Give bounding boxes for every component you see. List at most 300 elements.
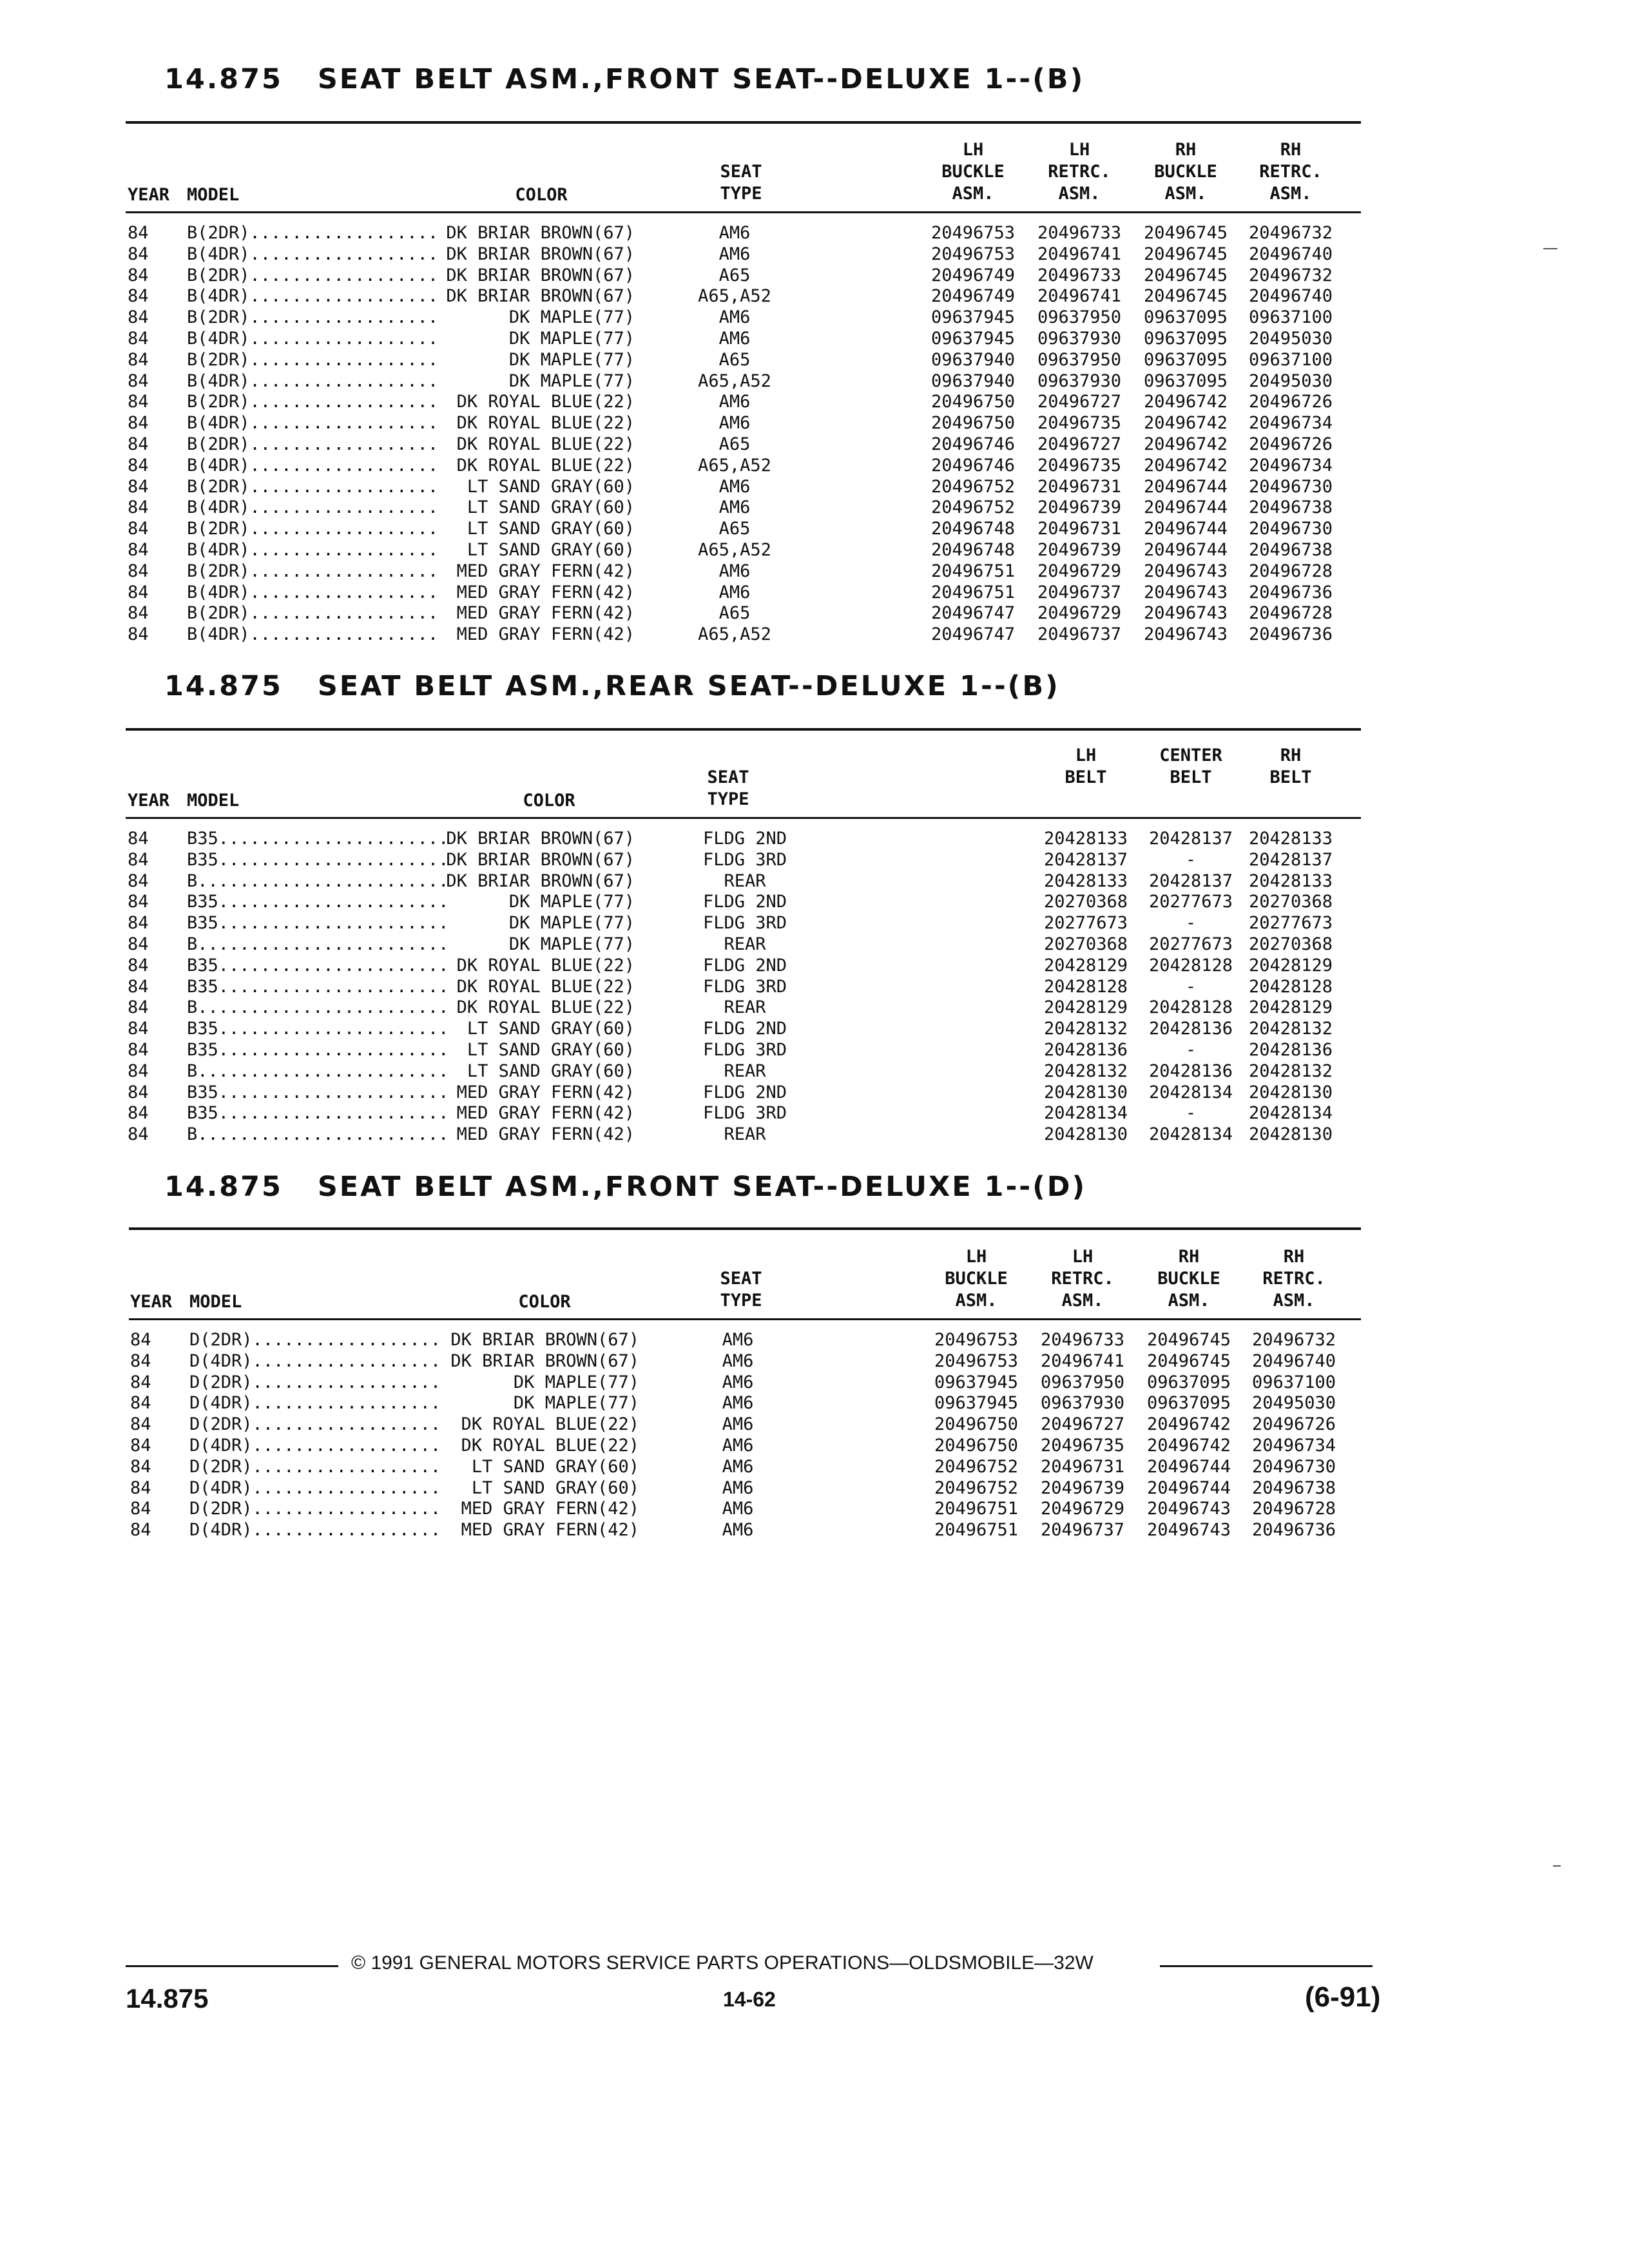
seat-type-cell: AM6 xyxy=(722,1435,754,1456)
seat-type-cell: AM6 xyxy=(722,1330,754,1350)
part-number-cell: 20496731 xyxy=(1037,519,1122,539)
model-cell: B35...................... xyxy=(187,1019,449,1039)
table-row xyxy=(0,456,1629,477)
table-row xyxy=(0,1393,1629,1414)
table-row xyxy=(0,371,1629,392)
year-cell: 84 xyxy=(128,455,149,476)
seat-type-cell: FLDG 3RD xyxy=(702,913,787,934)
color-cell: DK BRIAR BROWN(67) xyxy=(446,265,635,285)
year-cell: 84 xyxy=(128,1019,149,1039)
part-number-cell: 20277673 xyxy=(1248,913,1333,934)
part-number-cell: 20428133 xyxy=(1043,870,1128,891)
table-row xyxy=(0,434,1629,456)
seat-type-cell: A65,A52 xyxy=(698,370,771,391)
color-cell: DK MAPLE(77) xyxy=(508,913,635,934)
year-cell: 84 xyxy=(128,1082,149,1102)
seat-type-cell: AM6 xyxy=(722,1372,754,1392)
table-row xyxy=(0,1040,1629,1061)
part-number-cell: 20496730 xyxy=(1251,1456,1336,1477)
model-cell: D(4DR).................. xyxy=(189,1435,441,1456)
color-cell: DK MAPLE(77) xyxy=(513,1372,639,1392)
color-cell: DK ROYAL BLUE(22) xyxy=(456,413,635,434)
color-cell: DK BRIAR BROWN(67) xyxy=(446,223,635,243)
table-row xyxy=(0,540,1629,561)
year-cell: 84 xyxy=(130,1372,151,1392)
table-row xyxy=(0,1499,1629,1520)
color-cell: LT SAND GRAY(60) xyxy=(467,1019,635,1039)
table-row xyxy=(0,934,1629,956)
year-cell: 84 xyxy=(128,934,149,954)
part-number-cell: 20496743 xyxy=(1143,582,1228,602)
seat-type-cell: AM6 xyxy=(722,1499,754,1519)
year-cell: 84 xyxy=(130,1520,151,1541)
seat-type-cell: A65 xyxy=(718,434,751,454)
part-number-cell: 20428132 xyxy=(1248,1061,1333,1081)
header-rule xyxy=(126,817,1361,819)
model-cell: B(4DR).................. xyxy=(187,328,439,349)
table-row xyxy=(0,1061,1629,1082)
color-cell: LT SAND GRAY(60) xyxy=(467,497,635,518)
model-cell: B........................ xyxy=(187,870,449,891)
part-number-cell: 09637945 xyxy=(934,1393,1019,1414)
part-number-cell: 20428130 xyxy=(1248,1124,1333,1145)
model-cell: B35...................... xyxy=(187,955,449,975)
footer-rule-left xyxy=(126,1965,338,1967)
model-cell: B........................ xyxy=(187,934,449,954)
year-cell: 84 xyxy=(128,624,149,645)
color-cell: MED GRAY FERN(42) xyxy=(456,582,635,602)
year-cell: 84 xyxy=(128,849,149,870)
year-cell: 84 xyxy=(128,603,149,624)
part-number-cell: 09637100 xyxy=(1248,349,1333,370)
part-number-cell: 09637950 xyxy=(1037,349,1122,370)
header-rh-retrc: RH RETRC. ASM. xyxy=(1259,140,1322,204)
model-cell: D(2DR).................. xyxy=(189,1456,441,1477)
part-number-cell: 20496744 xyxy=(1146,1477,1231,1498)
seat-type-cell: AM6 xyxy=(722,1393,754,1414)
year-cell: 84 xyxy=(128,539,149,560)
color-cell: MED GRAY FERN(42) xyxy=(461,1520,639,1541)
part-number-cell: 20496731 xyxy=(1037,476,1122,497)
part-number-cell: 20496728 xyxy=(1248,603,1333,624)
model-cell: B........................ xyxy=(187,1061,449,1081)
seat-type-cell: REAR xyxy=(724,997,766,1018)
part-number-cell: 09637095 xyxy=(1146,1372,1231,1392)
part-number-cell: 20496740 xyxy=(1251,1350,1336,1371)
part-number-cell: 20496743 xyxy=(1146,1520,1231,1541)
seat-type-cell: AM6 xyxy=(718,476,751,497)
color-cell: LT SAND GRAY(60) xyxy=(467,476,635,497)
color-cell: DK MAPLE(77) xyxy=(508,307,635,328)
part-number-cell: 20496751 xyxy=(930,582,1016,602)
model-cell: B(2DR).................. xyxy=(187,307,439,328)
part-number-cell: 09637945 xyxy=(930,307,1016,328)
table-row xyxy=(0,1372,1629,1394)
model-cell: B(2DR).................. xyxy=(187,223,439,243)
part-number-cell: 20428134 xyxy=(1148,1124,1233,1145)
seat-type-cell: A65,A52 xyxy=(698,539,771,560)
part-number-cell: 20496745 xyxy=(1143,244,1228,264)
part-number-cell: 20496750 xyxy=(934,1414,1019,1435)
table-row xyxy=(0,624,1629,646)
seat-type-cell: REAR xyxy=(724,1061,766,1081)
part-number-cell: 09637095 xyxy=(1143,328,1228,349)
part-number-cell: 20496737 xyxy=(1040,1520,1125,1541)
section-title: 14.875 SEAT BELT ASM.,FRONT SEAT--DELUXE 1--(D) xyxy=(164,1171,1087,1203)
color-cell: DK BRIAR BROWN(67) xyxy=(446,870,635,891)
seat-type-cell: AM6 xyxy=(722,1520,754,1541)
part-number-cell: 20496748 xyxy=(930,539,1016,560)
seat-type-cell: AM6 xyxy=(718,244,751,264)
part-number-cell: 20496746 xyxy=(930,455,1016,476)
part-number-cell: 20496729 xyxy=(1037,561,1122,581)
part-number-cell: 20496727 xyxy=(1037,392,1122,412)
part-number-cell: 20496751 xyxy=(934,1520,1019,1541)
seat-type-cell: FLDG 3RD xyxy=(702,976,787,997)
model-cell: D(4DR).................. xyxy=(189,1393,441,1414)
model-cell: D(4DR).................. xyxy=(189,1477,441,1498)
table-row xyxy=(0,286,1629,307)
part-number-cell: 20496741 xyxy=(1037,244,1122,264)
part-number-cell: 20496748 xyxy=(930,519,1016,539)
year-cell: 84 xyxy=(128,955,149,975)
part-number-cell: 20428130 xyxy=(1248,1082,1333,1102)
model-cell: B35...................... xyxy=(187,1082,449,1102)
part-number-cell: 20496732 xyxy=(1251,1330,1336,1350)
header-model: MODEL xyxy=(189,1292,242,1312)
model-cell: D(2DR).................. xyxy=(189,1330,441,1350)
part-number-cell: 20496753 xyxy=(930,223,1016,243)
seat-type-cell: AM6 xyxy=(718,392,751,412)
color-cell: DK MAPLE(77) xyxy=(508,328,635,349)
part-number-cell: 20428130 xyxy=(1043,1124,1128,1145)
part-number-cell: 20496742 xyxy=(1143,413,1228,434)
part-number-cell: 20495030 xyxy=(1248,328,1333,349)
part-number-cell: 20496742 xyxy=(1143,392,1228,412)
color-cell: DK BRIAR BROWN(67) xyxy=(446,849,635,870)
year-cell: 84 xyxy=(130,1477,151,1498)
model-cell: B(4DR).................. xyxy=(187,624,439,645)
part-number-cell: 20277673 xyxy=(1148,934,1233,954)
part-number-cell: 20496740 xyxy=(1248,244,1333,264)
seat-type-cell: AM6 xyxy=(722,1414,754,1435)
table-row xyxy=(0,892,1629,913)
part-number-cell: 20496752 xyxy=(934,1477,1019,1498)
table-row xyxy=(0,307,1629,329)
header-rh-belt: RH BELT xyxy=(1269,745,1312,787)
part-number-cell: 20428133 xyxy=(1043,829,1128,849)
seat-type-cell: FLDG 2ND xyxy=(702,955,787,975)
color-cell: MED GRAY FERN(42) xyxy=(456,603,635,624)
table-row xyxy=(0,223,1629,244)
color-cell: LT SAND GRAY(60) xyxy=(471,1456,639,1477)
year-cell: 84 xyxy=(128,1061,149,1081)
year-cell: 84 xyxy=(128,582,149,602)
seat-type-cell: AM6 xyxy=(718,307,751,328)
color-cell: MED GRAY FERN(42) xyxy=(456,1103,635,1124)
year-cell: 84 xyxy=(128,244,149,264)
part-number-cell: 20496750 xyxy=(930,413,1016,434)
header-year: YEAR xyxy=(128,185,170,205)
part-number-cell: 09637095 xyxy=(1143,307,1228,328)
header-seat-type: SEAT TYPE xyxy=(720,162,762,204)
color-cell: DK MAPLE(77) xyxy=(508,892,635,912)
section-rule xyxy=(129,1227,1361,1230)
part-number-cell: 20496749 xyxy=(930,265,1016,285)
part-number-cell: 09637930 xyxy=(1040,1393,1125,1414)
header-year: YEAR xyxy=(128,791,170,811)
model-cell: B(4DR).................. xyxy=(187,582,439,602)
model-cell: B(2DR).................. xyxy=(187,476,439,497)
part-number-cell: 20496741 xyxy=(1040,1350,1125,1371)
section-title: 14.875 SEAT BELT ASM.,FRONT SEAT--DELUXE 1--(B) xyxy=(164,63,1085,95)
header-rh-buckle: RH BUCKLE ASM. xyxy=(1157,1247,1220,1311)
header-model: MODEL xyxy=(187,185,240,205)
table-row xyxy=(0,413,1629,434)
year-cell: 84 xyxy=(130,1499,151,1519)
header-model: MODEL xyxy=(187,791,240,811)
part-number-cell: 20270368 xyxy=(1043,892,1128,912)
seat-type-cell: FLDG 3RD xyxy=(702,1103,787,1124)
part-number-cell: 20270368 xyxy=(1248,934,1333,954)
color-cell: DK ROYAL BLUE(22) xyxy=(456,955,635,975)
parts-table xyxy=(0,223,1629,646)
color-cell: DK ROYAL BLUE(22) xyxy=(456,997,635,1018)
part-number-cell: 20428137 xyxy=(1043,849,1128,870)
model-cell: B35...................... xyxy=(187,849,449,870)
part-number-cell: 20496745 xyxy=(1146,1350,1231,1371)
part-number-cell: 20428132 xyxy=(1043,1061,1128,1081)
footer-date: (6-91) xyxy=(1305,1981,1381,2013)
header-rule xyxy=(129,1318,1361,1320)
part-number-cell: - xyxy=(1185,1039,1197,1060)
part-number-cell: - xyxy=(1185,976,1197,997)
model-cell: B(4DR).................. xyxy=(187,286,439,307)
table-row xyxy=(0,477,1629,498)
part-number-cell: 20496738 xyxy=(1248,497,1333,518)
color-cell: DK BRIAR BROWN(67) xyxy=(446,286,635,307)
table-row xyxy=(0,1103,1629,1124)
part-number-cell: 20496730 xyxy=(1248,476,1333,497)
year-cell: 84 xyxy=(128,519,149,539)
table-row xyxy=(0,519,1629,540)
color-cell: DK BRIAR BROWN(67) xyxy=(446,829,635,849)
model-cell: D(4DR).................. xyxy=(189,1350,441,1371)
model-cell: D(2DR).................. xyxy=(189,1372,441,1392)
model-cell: B(4DR).................. xyxy=(187,497,439,518)
part-number-cell: 09637095 xyxy=(1143,349,1228,370)
seat-type-cell: FLDG 2ND xyxy=(702,829,787,849)
part-number-cell: 20270368 xyxy=(1043,934,1128,954)
seat-type-cell: FLDG 2ND xyxy=(702,892,787,912)
seat-type-cell: FLDG 2ND xyxy=(702,1082,787,1102)
parts-table xyxy=(0,1330,1629,1541)
part-number-cell: 09637930 xyxy=(1037,328,1122,349)
part-number-cell: 20496752 xyxy=(930,476,1016,497)
color-cell: DK BRIAR BROWN(67) xyxy=(450,1330,639,1350)
part-number-cell: 20428130 xyxy=(1043,1082,1128,1102)
table-row xyxy=(0,1019,1629,1040)
header-year: YEAR xyxy=(130,1292,173,1312)
part-number-cell: 20496753 xyxy=(934,1330,1019,1350)
year-cell: 84 xyxy=(128,497,149,518)
part-number-cell: 20428132 xyxy=(1043,1019,1128,1039)
table-row xyxy=(0,1520,1629,1541)
year-cell: 84 xyxy=(130,1414,151,1435)
part-number-cell: 20496735 xyxy=(1040,1435,1125,1456)
part-number-cell: 20496742 xyxy=(1146,1435,1231,1456)
part-number-cell: 20496733 xyxy=(1040,1330,1125,1350)
table-row xyxy=(0,956,1629,977)
part-number-cell: 20428137 xyxy=(1148,870,1233,891)
part-number-cell: 20496732 xyxy=(1248,265,1333,285)
part-number-cell: 09637940 xyxy=(930,370,1016,391)
seat-type-cell: REAR xyxy=(724,1124,766,1145)
color-cell: MED GRAY FERN(42) xyxy=(456,1082,635,1102)
part-number-cell: 20496733 xyxy=(1037,265,1122,285)
color-cell: DK ROYAL BLUE(22) xyxy=(461,1435,639,1456)
part-number-cell: 20496744 xyxy=(1143,539,1228,560)
part-number-cell: 20496741 xyxy=(1037,286,1122,307)
model-cell: D(2DR).................. xyxy=(189,1414,441,1435)
part-number-cell: 20496744 xyxy=(1143,476,1228,497)
seat-type-cell: AM6 xyxy=(718,223,751,243)
part-number-cell: 20496736 xyxy=(1248,582,1333,602)
part-number-cell: 20496738 xyxy=(1248,539,1333,560)
year-cell: 84 xyxy=(128,1103,149,1124)
year-cell: 84 xyxy=(128,328,149,349)
table-row xyxy=(0,1124,1629,1146)
header-color: COLOR xyxy=(523,791,575,811)
part-number-cell: 20496733 xyxy=(1037,223,1122,243)
part-number-cell: 09637945 xyxy=(930,328,1016,349)
table-row xyxy=(0,1414,1629,1436)
part-number-cell: 20496751 xyxy=(930,561,1016,581)
seat-type-cell: AM6 xyxy=(718,582,751,602)
color-cell: LT SAND GRAY(60) xyxy=(471,1477,639,1498)
seat-type-cell: A65,A52 xyxy=(698,286,771,307)
part-number-cell: 20496734 xyxy=(1248,455,1333,476)
table-row xyxy=(0,244,1629,265)
year-cell: 84 xyxy=(128,870,149,891)
color-cell: DK BRIAR BROWN(67) xyxy=(450,1350,639,1371)
part-number-cell: 20496753 xyxy=(934,1350,1019,1371)
table-row xyxy=(0,329,1629,350)
part-number-cell: 20495030 xyxy=(1248,370,1333,391)
section-rule xyxy=(126,121,1361,124)
table-row xyxy=(0,392,1629,413)
color-cell: DK MAPLE(77) xyxy=(508,370,635,391)
part-number-cell: - xyxy=(1185,1103,1197,1124)
part-number-cell: 20428132 xyxy=(1248,1019,1333,1039)
part-number-cell: 09637095 xyxy=(1143,370,1228,391)
part-number-cell: 20496737 xyxy=(1037,582,1122,602)
table-row xyxy=(0,1436,1629,1457)
part-number-cell: 20496738 xyxy=(1251,1477,1336,1498)
color-cell: DK ROYAL BLUE(22) xyxy=(456,455,635,476)
part-number-cell: 20496732 xyxy=(1248,223,1333,243)
part-number-cell: 20496742 xyxy=(1143,434,1228,454)
part-number-cell: 20496744 xyxy=(1146,1456,1231,1477)
part-number-cell: 20496744 xyxy=(1143,497,1228,518)
model-cell: B35...................... xyxy=(187,1103,449,1124)
year-cell: 84 xyxy=(128,286,149,307)
model-cell: B35...................... xyxy=(187,913,449,934)
part-number-cell: 09637095 xyxy=(1146,1393,1231,1414)
part-number-cell: 20496749 xyxy=(930,286,1016,307)
year-cell: 84 xyxy=(130,1330,151,1350)
year-cell: 84 xyxy=(130,1350,151,1371)
color-cell: LT SAND GRAY(60) xyxy=(467,1039,635,1060)
year-cell: 84 xyxy=(128,392,149,412)
model-cell: B(2DR).................. xyxy=(187,349,439,370)
table-row xyxy=(0,850,1629,871)
part-number-cell: 20496728 xyxy=(1248,561,1333,581)
year-cell: 84 xyxy=(128,997,149,1018)
footer-rule-right xyxy=(1160,1965,1373,1967)
part-number-cell: - xyxy=(1185,849,1197,870)
table-row xyxy=(0,582,1629,604)
part-number-cell: 20496726 xyxy=(1251,1414,1336,1435)
header-rh-retrc: RH RETRC. ASM. xyxy=(1262,1247,1325,1311)
part-number-cell: 20428136 xyxy=(1148,1019,1233,1039)
color-cell: DK BRIAR BROWN(67) xyxy=(446,244,635,264)
part-number-cell: 09637100 xyxy=(1251,1372,1336,1392)
seat-type-cell: A65 xyxy=(718,265,751,285)
year-cell: 84 xyxy=(128,370,149,391)
seat-type-cell: AM6 xyxy=(718,497,751,518)
part-number-cell: 20496743 xyxy=(1146,1499,1231,1519)
table-row xyxy=(0,497,1629,519)
model-cell: B(2DR).................. xyxy=(187,519,439,539)
header-lh-buckle: LH BUCKLE ASM. xyxy=(941,140,1005,204)
table-row xyxy=(0,1082,1629,1104)
part-number-cell: 20496739 xyxy=(1040,1477,1125,1498)
scan-mark xyxy=(1553,1865,1561,1867)
part-number-cell: 20496726 xyxy=(1248,434,1333,454)
color-cell: DK ROYAL BLUE(22) xyxy=(461,1414,639,1435)
part-number-cell: 20428137 xyxy=(1248,849,1333,870)
part-number-cell: 20496727 xyxy=(1037,434,1122,454)
header-seat-type: SEAT TYPE xyxy=(720,1269,762,1311)
year-cell: 84 xyxy=(128,265,149,285)
year-cell: 84 xyxy=(128,1039,149,1060)
section-title: 14.875 SEAT BELT ASM.,REAR SEAT--DELUXE 1--(B) xyxy=(164,670,1060,702)
part-number-cell: 20496739 xyxy=(1037,497,1122,518)
header-rh-buckle: RH BUCKLE ASM. xyxy=(1154,140,1217,204)
part-number-cell: 20428133 xyxy=(1248,829,1333,849)
model-cell: B35...................... xyxy=(187,829,449,849)
color-cell: DK ROYAL BLUE(22) xyxy=(456,434,635,454)
model-cell: B(4DR).................. xyxy=(187,413,439,434)
part-number-cell: 20428128 xyxy=(1148,997,1233,1018)
year-cell: 84 xyxy=(128,223,149,243)
part-number-cell: 20496734 xyxy=(1251,1435,1336,1456)
year-cell: 84 xyxy=(128,476,149,497)
model-cell: B(2DR).................. xyxy=(187,265,439,285)
seat-type-cell: A65 xyxy=(718,519,751,539)
part-number-cell: 20496740 xyxy=(1248,286,1333,307)
header-seat-type: SEAT TYPE xyxy=(707,767,749,809)
model-cell: B........................ xyxy=(187,1124,449,1145)
part-number-cell: 20496744 xyxy=(1143,519,1228,539)
year-cell: 84 xyxy=(128,307,149,328)
year-cell: 84 xyxy=(128,1124,149,1145)
part-number-cell: 20428136 xyxy=(1248,1039,1333,1060)
color-cell: LT SAND GRAY(60) xyxy=(467,1061,635,1081)
seat-type-cell: A65 xyxy=(718,349,751,370)
parts-table xyxy=(0,829,1629,1146)
